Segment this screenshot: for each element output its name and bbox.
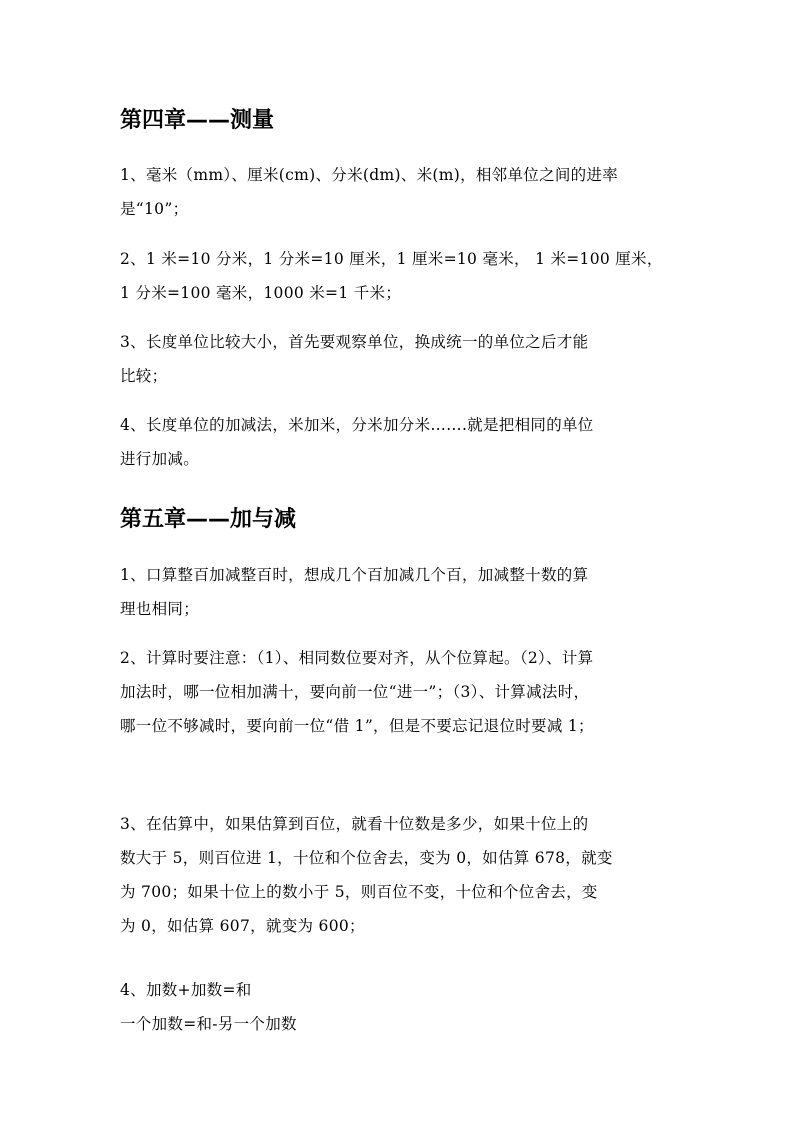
text-line: 1、口算整百加减整百时，想成几个百加减几个百，加减整十数的算	[120, 566, 589, 584]
chapter4-item-3	[120, 325, 676, 393]
chapter5-item-3	[120, 807, 676, 943]
text-line: 3、长度单位比较大小，首先要观察单位，换成统一的单位之后才能	[120, 333, 589, 351]
chapter4-heading: 第四章——测量	[120, 108, 275, 133]
text-line: 数大于 5，则百位进 1，十位和个位舍去，变为 0，如估算 678，就变	[120, 849, 613, 867]
chapter4-item-2	[120, 242, 676, 310]
chapter5-heading: 第五章——加与减	[120, 507, 297, 532]
formula-right: 一个加数=和-另一个加数	[120, 1015, 297, 1033]
text-line: 3、在估算中，如果估算到百位，就看十位数是多少，如果十位上的	[120, 815, 589, 833]
text-line: 4、长度单位的加减法，米加米，分米加分米…….就是把相同的单位	[120, 416, 594, 434]
chapter5-item-1	[120, 558, 676, 626]
text-line: 进行加减。	[120, 450, 200, 468]
text-line: 1、毫米（mm）、厘米(cm)、分米(dm)、米(m)，相邻单位之间的进率	[120, 166, 619, 184]
chapter4-item-4	[120, 408, 676, 476]
text-line: 理也相同；	[120, 600, 200, 618]
text-line: 为 0，如估算 607，就变为 600；	[120, 917, 365, 935]
text-line: 加法时，哪一位相加满十，要向前一位“进一”；（3）、计算减法时，	[120, 683, 590, 701]
text-line: 为 700；如果十位上的数小于 5，则百位不变，十位和个位舍去，变	[120, 883, 598, 901]
formula-left: 4、加数+加数=和	[120, 981, 252, 999]
text-line: 1 分米=100 毫米，1000 米=1 千米；	[120, 284, 402, 302]
text-line: 是“10”；	[120, 200, 189, 218]
text-line: 哪一位不够减时，要向前一位“借 1”，但是不要忘记退位时要减 1；	[120, 717, 594, 735]
text-line: 2、计算时要注意：（1）、相同数位要对齐，从个位算起。（2）、计算	[120, 649, 594, 667]
text-line: 比较；	[120, 367, 168, 385]
chapter4-item-1	[120, 158, 676, 226]
chapter5-item-2	[120, 641, 676, 743]
text-line: 2、1 米=10 分米，1 分米=10 厘米，1 厘米=10 毫米， 1 米=100 厘米，	[120, 250, 663, 268]
chapter5-item-4	[120, 973, 676, 1041]
formula-line	[120, 973, 676, 1041]
